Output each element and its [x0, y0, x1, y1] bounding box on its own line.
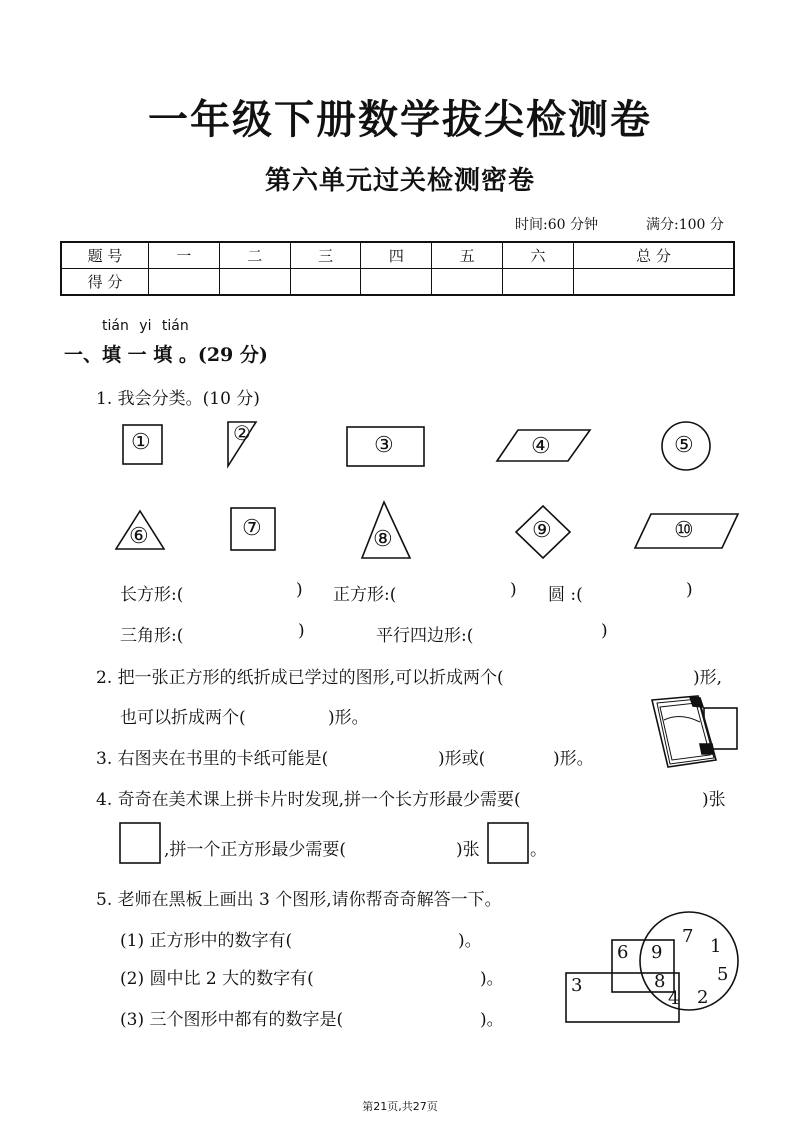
shape-label: ①	[131, 430, 151, 455]
score-cell: 二	[219, 242, 290, 269]
question-5-sub2-end: )。	[480, 969, 504, 989]
score-cell: 三	[290, 242, 361, 269]
question-4-line2b: )张	[456, 840, 480, 860]
shape-label: ⑦	[242, 516, 262, 541]
full-score: 满分:100 分	[646, 217, 724, 233]
question-3-b: )形或(	[438, 749, 486, 769]
page-footer: 第21页,共27页	[362, 1100, 438, 1113]
question-2-line2: 也可以折成两个(	[120, 708, 246, 728]
question-5-sub3: (3) 三个图形中都有的数字是(	[120, 1010, 344, 1030]
diagram-number: 6	[617, 942, 629, 963]
score-cell: 总 分	[573, 242, 734, 269]
score-cell: 题 号	[61, 242, 149, 269]
score-cell: 一	[149, 242, 220, 269]
page-title: 一年级下册数学拔尖检测卷	[148, 97, 652, 143]
paren-close: )	[686, 580, 693, 600]
question-2-line2-end: )形。	[328, 708, 369, 728]
label-circle: 圆 :(	[548, 585, 583, 605]
question-4-line1-end: )张	[702, 790, 726, 810]
shape-label: ②	[233, 421, 251, 445]
question-2-line1: 2. 把一张正方形的纸折成已学过的图形,可以折成两个(	[96, 668, 504, 688]
diagram-number: 1	[710, 936, 722, 957]
shape-label: ③	[374, 433, 394, 458]
question-5-sub2: (2) 圆中比 2 大的数字有(	[120, 969, 314, 989]
question-1: 1. 我会分类。(10 分)	[96, 389, 260, 409]
shape-label: ④	[531, 434, 551, 459]
question-5-sub3-end: )。	[480, 1010, 504, 1030]
diagram-number: 5	[717, 964, 729, 985]
score-cell: 六	[503, 242, 574, 269]
question-5: 5. 老师在黑板上画出 3 个图形,请你帮奇奇解答一下。	[96, 890, 502, 910]
diagram-number: 3	[571, 975, 583, 996]
section-title: 一、填 一 填 。(29 分)	[64, 344, 268, 366]
score-cell: 四	[361, 242, 432, 269]
section-pinyin: tián yi tián	[102, 318, 189, 334]
question-5-sub1-end: )。	[458, 931, 482, 951]
score-cell: 得 分	[61, 269, 149, 296]
shape-label: ⑩	[674, 518, 694, 543]
question-4-line2a: ,拼一个正方形最少需要(	[164, 840, 347, 860]
q4-card-square	[488, 823, 528, 863]
question-5-sub1: (1) 正方形中的数字有(	[120, 931, 293, 951]
shape-label: ⑨	[532, 518, 552, 543]
time-limit: 时间:60 分钟	[515, 217, 598, 233]
label-parallelogram: 平行四边形:(	[376, 626, 474, 646]
shape-label: ⑧	[373, 527, 393, 552]
diagram-number: 8	[654, 971, 666, 992]
paren-close: )	[298, 621, 305, 641]
paren-close: )	[296, 580, 303, 600]
question-3-c: )形。	[553, 749, 594, 769]
score-cell: 五	[432, 242, 503, 269]
question-4-line1: 4. 奇奇在美术课上拼卡片时发现,拼一个长方形最少需要(	[96, 790, 521, 810]
question-4-line2c: 。	[530, 840, 547, 860]
diagram-number: 9	[651, 942, 663, 963]
diagram-number: 7	[682, 926, 694, 947]
label-square: 正方形:(	[333, 585, 397, 605]
page-subtitle: 第六单元过关检测密卷	[264, 166, 535, 196]
shape-label: ⑤	[674, 433, 694, 458]
diagram-number: 2	[697, 987, 709, 1008]
book-illustration	[652, 696, 737, 767]
label-triangle: 三角形:(	[120, 626, 184, 646]
q4-card-rectangle	[120, 823, 160, 863]
paren-close: )	[510, 580, 517, 600]
label-rectangle: 长方形:(	[120, 585, 184, 605]
paren-close: )	[601, 621, 608, 641]
question-2-line1-end: )形,	[693, 668, 723, 688]
question-3-a: 3. 右图夹在书里的卡纸可能是(	[96, 749, 329, 769]
diagram-number: 4	[668, 988, 680, 1009]
shape-label: ⑥	[129, 524, 149, 549]
